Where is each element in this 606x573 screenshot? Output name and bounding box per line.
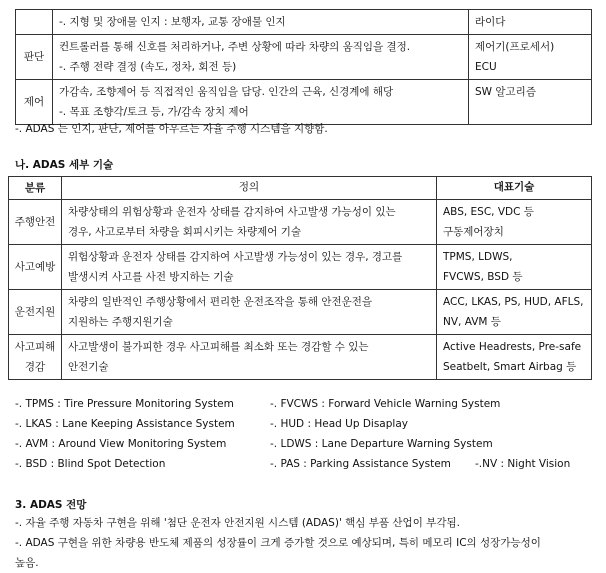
definition-cell (62, 200, 437, 245)
sensing-table (15, 9, 592, 125)
desc-line: -. 주행 전략 결정 (속도, 정차, 회전 등) (59, 61, 237, 73)
abbreviation: -. AVM : Around View Monitoring System (15, 438, 227, 450)
def-line: 차량상태의 위험상황과 운전자 상태를 감지하여 사고발생 가능성이 있는 (68, 206, 396, 218)
row-label (16, 10, 53, 35)
tech-line: Seatbelt, Smart Airbag 등 (443, 361, 577, 373)
section-b-title: 나. ADAS 세부 기술 (15, 159, 114, 171)
category-cell: 운전지원 (9, 290, 62, 335)
definition-cell (62, 335, 437, 380)
def-line: 사고발생이 불가피한 경우 사고피해를 최소화 또는 경감할 수 있는 (68, 341, 369, 353)
tech-cell (437, 335, 592, 380)
tech-line: NV, AVM 등 (443, 316, 501, 328)
def-line: 위험상황과 운전자 상태를 감지하여 사고발생 가능성이 있는 경우, 경고를 (68, 251, 403, 263)
table-row (9, 245, 592, 290)
tech-line: FVCWS, BSD 등 (443, 271, 523, 283)
desc-line: 가감속, 조향제어 등 직접적인 움직임을 담당. 인간의 근육, 신경계에 해당 (59, 86, 394, 98)
def-line: 발생시켜 사고를 사전 방지하는 기술 (68, 271, 234, 283)
desc-line: 컨트롤러를 통해 신호를 처리하거나, 주변 상황에 따라 차량의 움직임을 결정. (59, 41, 411, 53)
tech-line: 제어기(프로세서) (475, 41, 555, 53)
abbreviation: -. LDWS : Lane Departure Warning System (270, 438, 493, 450)
abbreviation: -. TPMS : Tire Pressure Monitoring System (15, 398, 234, 410)
tech-line: ACC, LKAS, PS, HUD, AFLS, (443, 296, 584, 308)
definition-cell (62, 290, 437, 335)
row-desc (53, 10, 469, 35)
def-line: 지원하는 주행지원기술 (68, 316, 173, 328)
row-desc (53, 80, 469, 125)
tech-line: 라이다 (475, 16, 506, 28)
table-row (16, 35, 592, 80)
abbreviation: -. FVCWS : Forward Vehicle Warning System (270, 398, 501, 410)
category-cell: 사고예방 (9, 245, 62, 290)
tech-cell (437, 245, 592, 290)
body-line: -. 자율 주행 자동차 구현을 위해 '첨단 운전자 안전지원 시스템 (ADAS)' 핵심 부품 산업이 부각됨. (15, 517, 460, 529)
desc-line: -. 목표 조향각/토크 등, 가/감속 장치 제어 (59, 106, 249, 118)
header-tech: 대표기술 (437, 177, 592, 200)
abbreviation: -.NV : Night Vision (475, 458, 571, 470)
row-label: 제어 (16, 80, 53, 125)
row-label: 판단 (16, 35, 53, 80)
def-line: 안전기술 (68, 361, 109, 373)
table-header-row (9, 177, 592, 200)
body-line: -. ADAS 구현을 위한 차량용 반도체 제품의 성장률이 크게 증가할 것으로 예상되며, 특히 메모리 IC의 성장가능성이 (15, 537, 541, 549)
section-3-title: 3. ADAS 전망 (15, 499, 87, 511)
row-tech (469, 80, 592, 125)
abbreviation: -. PAS : Parking Assistance System (270, 458, 451, 470)
category-cell: 사고피해 경감 (9, 335, 62, 380)
table-row (9, 290, 592, 335)
tech-line: ECU (475, 61, 497, 73)
tech-line: Active Headrests, Pre-safe (443, 341, 582, 353)
category-cell: 주행안전 (9, 200, 62, 245)
abbreviation: -. BSD : Blind Spot Detection (15, 458, 166, 470)
table-row (16, 80, 592, 125)
tech-line: 구동제어장치 (443, 226, 504, 238)
adas-tech-table (8, 176, 592, 380)
abbreviation: -. HUD : Head Up Disaplay (270, 418, 408, 430)
tech-cell (437, 200, 592, 245)
row-tech (469, 35, 592, 80)
row-tech (469, 10, 592, 35)
table-row (9, 335, 592, 380)
row-desc (53, 35, 469, 80)
tech-line: SW 알고리즘 (475, 86, 536, 98)
def-line: 차량의 일반적인 주행상황에서 편리한 운전조작을 통해 안전운전을 (68, 296, 373, 308)
tech-line: ABS, ESC, VDC 등 (443, 206, 534, 218)
def-line: 경우, 사고로부터 차량을 회피시키는 차량제어 기술 (68, 226, 302, 238)
adas-note: -. ADAS 는 인지, 판단, 제어를 아우르는 자율 주행 시스템을 지향함. (15, 123, 328, 135)
header-category: 분류 (9, 177, 62, 200)
body-line: 높음. (15, 557, 39, 569)
table-row (16, 10, 592, 35)
definition-cell (62, 245, 437, 290)
table-row (9, 200, 592, 245)
tech-line: TPMS, LDWS, (443, 251, 513, 263)
abbreviation: -. LKAS : Lane Keeping Assistance System (15, 418, 235, 430)
header-definition: 정의 (62, 177, 437, 200)
section-3-body (15, 513, 595, 573)
desc-line: -. 지형 및 장애물 인지 : 보행자, 교통 장애물 인지 (59, 16, 286, 28)
tech-cell (437, 290, 592, 335)
